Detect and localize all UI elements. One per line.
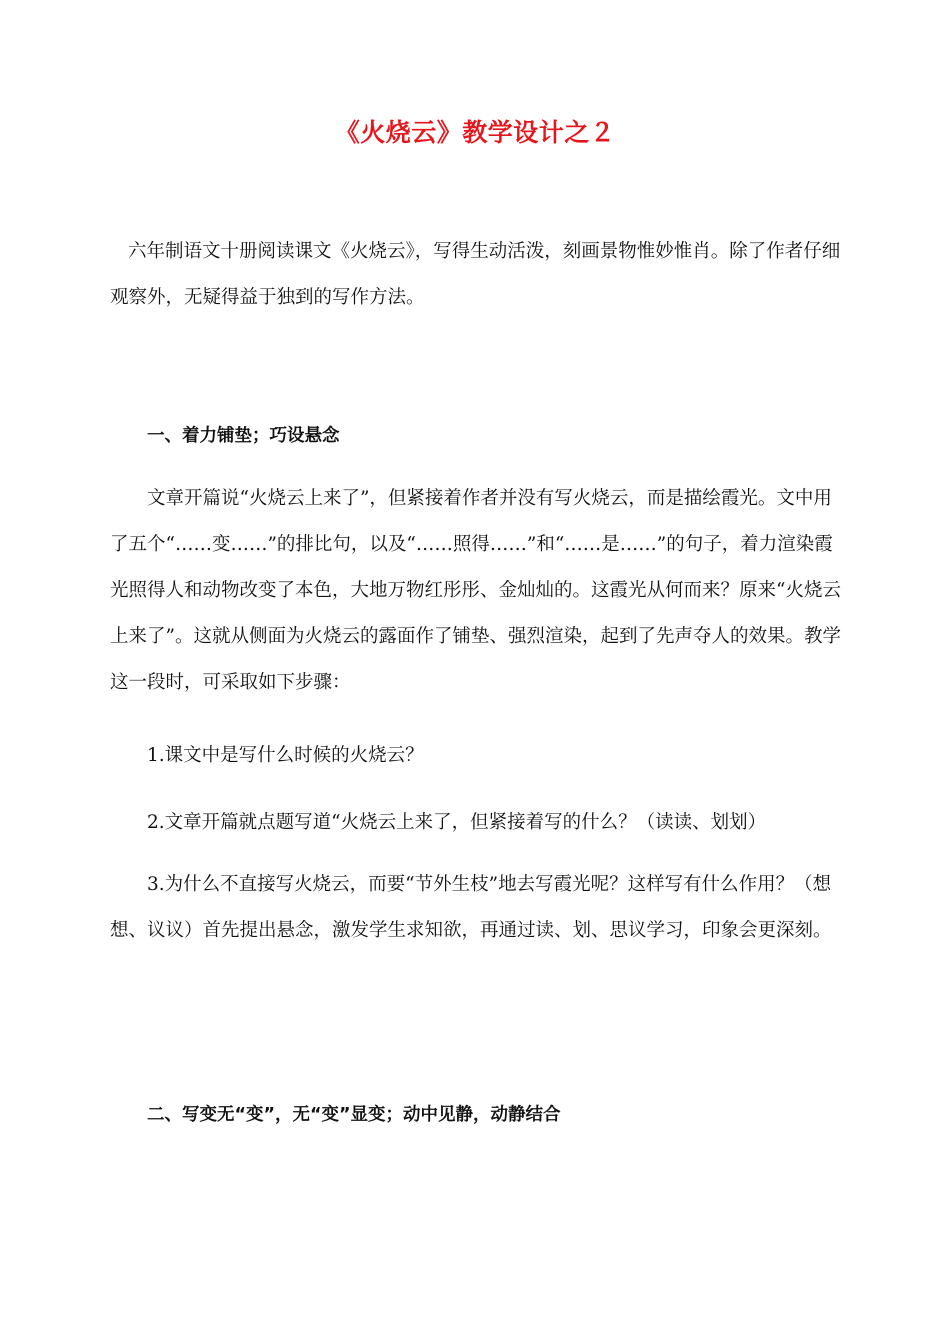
step-3: 3.为什么不直接写火烧云，而要“节外生枝”地去写霞光呢？这样写有什么作用？（想想、议议）首先提出悬念，激发学生求知欲，再通过读、划、思议学习，印象会更深刻。 (110, 874, 832, 941)
section-1-heading: 一、着力铺垫；巧设悬念 (147, 426, 340, 446)
intro-paragraph: 六年制语文十册阅读课文《火烧云》，写得生动活泼，刻画景物惟妙惟肖。除了作者仔细观察外，无疑得益于独到的写作方法。 (110, 241, 841, 308)
step-2: 2.文章开篇就点题写道“火烧云上来了，但紧接着写的什么？（读读、划划） (147, 812, 767, 833)
step-1: 1.课文中是写什么时候的火烧云？ (147, 745, 424, 766)
section-2-heading: 二、写变无“变”，无“变”显变；动中见静，动静结合 (147, 1105, 561, 1125)
document-title: 《火烧云》教学设计之２ (334, 118, 616, 147)
section-1-paragraph: 文章开篇说“火烧云上来了”，但紧接着作者并没有写火烧云，而是描绘霞光。文中用了五个“……变……”的排比句，以及“……照得……”和“……是……”的句子，着力渲染霞光照得人和动物改变了本色，大地万物红彤彤、金灿灿的。这霞光从何而来？原来“火烧云上来了”。这就从侧面为火烧云的露面作了铺垫、强烈渲染，起到了先声夺人的效果。教学这一段时，可采取如下步骤： (110, 488, 841, 693)
